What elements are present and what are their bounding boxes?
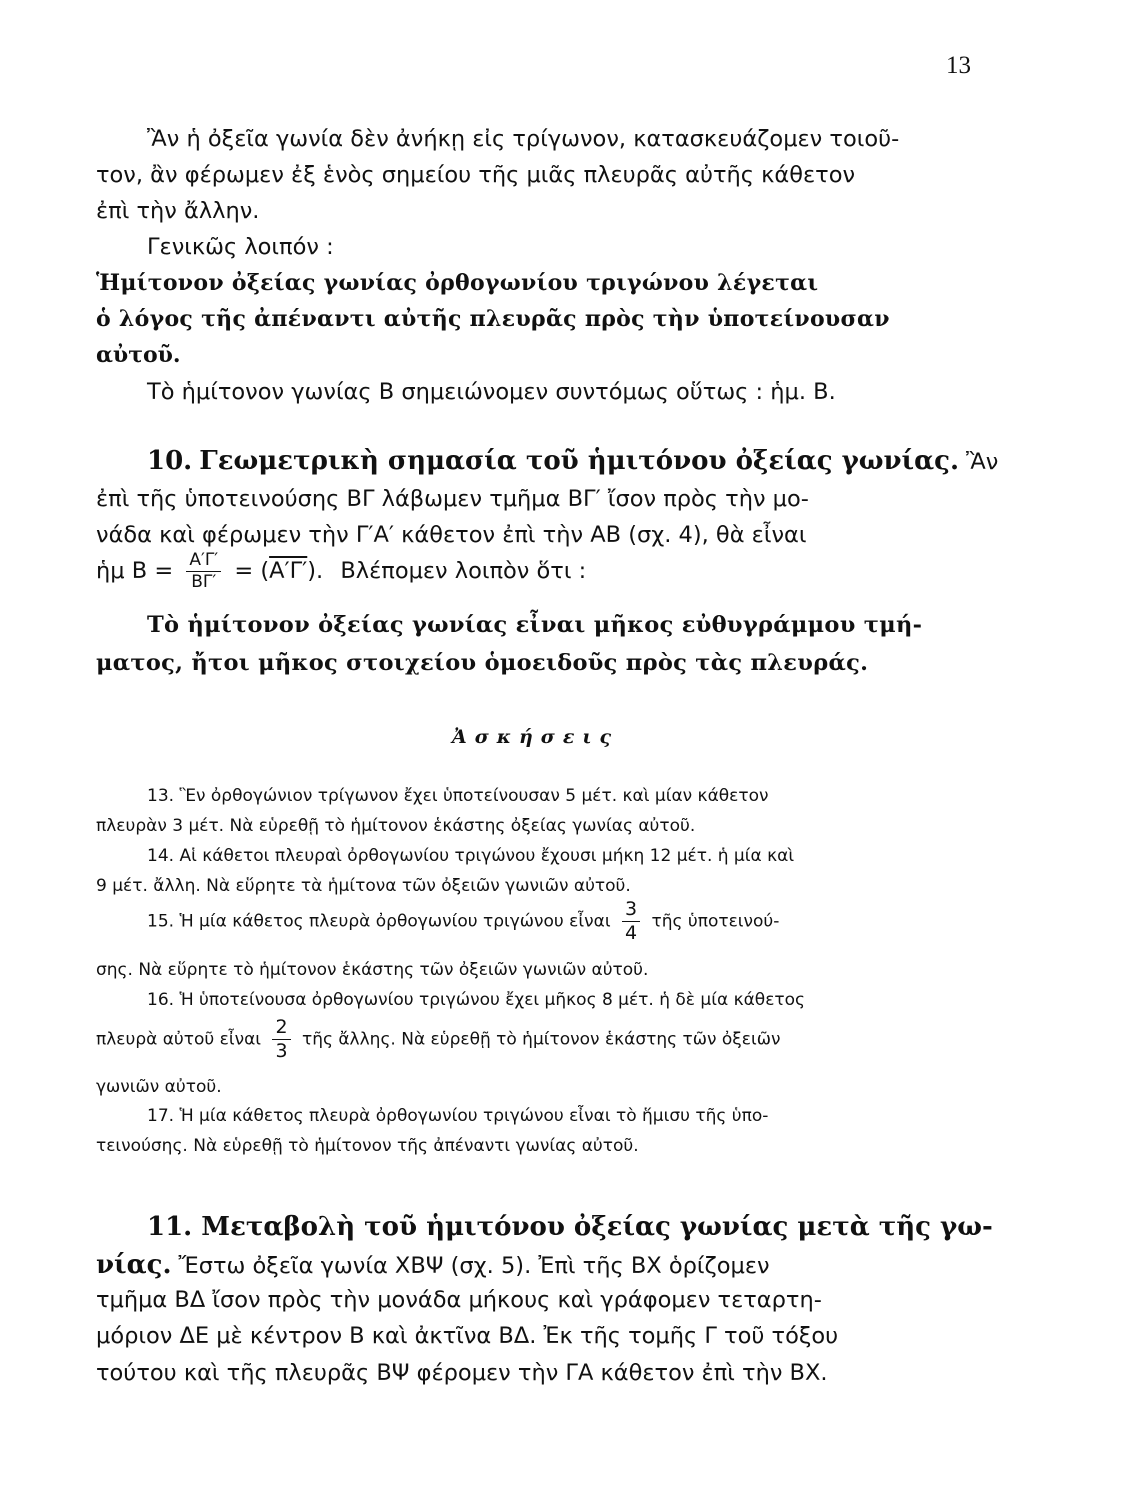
exercise-15-numerator: 3 — [622, 900, 640, 922]
formula-line — [96, 552, 586, 591]
section-10-number: 10. — [147, 446, 193, 476]
formula-denominator: ΒΓ′ — [191, 572, 217, 592]
section-10-title: Γεωμετρικὴ σημασία τοῦ ἡμιτόνου ὀξείας γωνίας. — [199, 446, 960, 476]
exercise-15-line-2: σης. Νὰ εὕρητε τὸ ἡμίτονον ἑκάστης τῶν ὀξειῶν γωνιῶν αὐτοῦ. — [96, 960, 649, 980]
formula-segment: Α′Γ′ — [269, 558, 308, 584]
exercise-16-line-1: 16. Ἡ ὑποτείνουσα ὀρθογωνίου τριγώνου ἔχει μῆκος 8 μέτ. ἡ δὲ μία κάθετος — [147, 990, 805, 1010]
exercise-13-line-2: πλευρὰν 3 μέτ. Νὰ εὑρεθῇ τὸ ἡμίτονον ἑκάστης ὀξείας γωνίας αὐτοῦ. — [96, 816, 696, 836]
definition-line-2: ὁ λόγος τῆς ἀπέναντι αὐτῆς πλευρᾶς πρὸς τὴν ὑποτείνουσαν — [96, 306, 890, 332]
intro-line-4: Γενικῶς λοιπόν : — [147, 234, 334, 260]
conclusion-line-1: Τὸ ἡμίτονον ὀξείας γωνίας εἶναι μῆκος εὐθυγράμμου τμή- — [147, 612, 923, 638]
exercises-heading: Ἀσκήσεις — [452, 726, 620, 748]
formula-eq: = ( — [234, 558, 270, 584]
exercise-16-numerator: 2 — [272, 1018, 290, 1040]
exercise-14-line-1: 14. Αἱ κάθετοι πλευραὶ ὀρθογωνίου τριγώνου ἔχουσι μήκη 12 μέτ. ἡ μία καὶ — [147, 846, 795, 866]
page-number: 13 — [946, 52, 971, 79]
formula-numerator: Α′Γ′ — [186, 552, 221, 572]
formula-after: Βλέπομεν λοιπὸν ὅτι : — [340, 558, 587, 584]
section-11-line-4: μόριον ΔΕ μὲ κέντρον Β καὶ ἀκτῖνα ΒΔ. Ἐκ τῆς τομῆς Γ τοῦ τόξου — [96, 1323, 839, 1349]
formula-close: ). — [307, 558, 324, 584]
exercise-13-line-1: 13. Ἓν ὀρθογώνιον τρίγωνον ἔχει ὑποτείνουσαν 5 μέτ. καὶ μίαν κάθετον — [147, 786, 769, 806]
intro-line-1: Ἂν ἡ ὀξεῖα γωνία δὲν ἀνήκῃ εἰς τρίγωνον, κατασκευάζομεν τοιοῦ- — [147, 126, 900, 152]
exercise-14-line-2: 9 μέτ. ἄλλη. Νὰ εὕρητε τὰ ἡμίτονα τῶν ὀξειῶν γωνιῶν αὐτοῦ. — [96, 876, 631, 896]
section-11-title-line-2: νίας. — [96, 1250, 172, 1280]
intro-line-2: τον, ἂν φέρωμεν ἐξ ἑνὸς σημείου τῆς μιᾶς πλευρᾶς αὐτῆς κάθετον — [96, 162, 856, 188]
definition-line-1: Ἡμίτονον ὀξείας γωνίας ὀρθογωνίου τριγώνου λέγεται — [96, 270, 819, 296]
formula-fraction — [186, 552, 221, 591]
exercise-16-text-a: πλευρὰ αὐτοῦ εἶναι — [96, 1029, 262, 1050]
exercise-15-text-b: τῆς ὑποτεινού- — [651, 911, 780, 932]
section-11-line-2 — [96, 1250, 770, 1280]
intro-line-3: ἐπὶ τὴν ἄλλην. — [96, 198, 260, 224]
section-11-title-line-1: 11. Μεταβολὴ τοῦ ἡμιτόνου ὀξείας γωνίας μετὰ τῆς γω- — [147, 1212, 993, 1242]
exercise-15-denominator: 4 — [624, 922, 638, 944]
section-10-line-3: νάδα καὶ φέρωμεν τὴν Γ′Α′ κάθετον ἐπὶ τὴν ΑΒ (σχ. 4), θὰ εἶναι — [96, 522, 807, 548]
formula-left: ἡμ Β = — [96, 558, 174, 584]
notation-line: Τὸ ἡμίτονον γωνίας Β σημειώνομεν συντόμως οὕτως : ἡμ. Β. — [147, 379, 836, 405]
exercise-16-denominator: 3 — [275, 1040, 288, 1062]
section-11-line-2-rest: Ἔστω ὀξεῖα γωνία ΧΒΨ (σχ. 5). Ἐπὶ τῆς ΒΧ ὁρίζομεν — [178, 1253, 770, 1279]
section-10-line-2: ἐπὶ τῆς ὑποτεινούσης ΒΓ λάβωμεν τμῆμα ΒΓ′ ἴσον πρὸς τὴν μο- — [96, 486, 809, 512]
exercise-15-line-1 — [147, 900, 779, 943]
exercise-17-line-1: 17. Ἡ μία κάθετος πλευρὰ ὀρθογωνίου τριγώνου εἶναι τὸ ἥμισυ τῆς ὑπο- — [147, 1106, 769, 1126]
exercise-15-fraction — [622, 900, 640, 943]
section-10-heading-line — [147, 446, 998, 476]
exercise-16-fraction — [272, 1018, 290, 1061]
conclusion-line-2: ματος, ἤτοι μῆκος στοιχείου ὁμοειδοῦς πρὸς τὰς πλευράς. — [96, 650, 869, 676]
section-10-line1-rest: Ἂν — [966, 449, 999, 475]
exercise-17-line-2: τεινούσης. Νὰ εὑρεθῇ τὸ ἡμίτονον τῆς ἀπέναντι γωνίας αὐτοῦ. — [96, 1136, 639, 1156]
section-11-line-5: τούτου καὶ τῆς πλευρᾶς ΒΨ φέρομεν τὴν ΓΑ κάθετον ἐπὶ τὴν ΒΧ. — [96, 1360, 828, 1386]
exercise-16-line-3: γωνιῶν αὐτοῦ. — [96, 1077, 222, 1097]
exercise-16-line-2 — [96, 1018, 780, 1061]
exercise-15-text-a: 15. Ἡ μία κάθετος πλευρὰ ὀρθογωνίου τριγώνου εἶναι — [147, 911, 611, 932]
exercise-16-text-b: τῆς ἄλλης. Νὰ εὑρεθῇ τὸ ἡμίτονον ἑκάστης τῶν ὀξειῶν — [301, 1029, 781, 1050]
definition-line-3: αὐτοῦ. — [96, 342, 181, 368]
section-11-line-3: τμῆμα ΒΔ ἴσον πρὸς τὴν μονάδα μήκους καὶ γράφομεν τεταρτη- — [96, 1287, 822, 1313]
